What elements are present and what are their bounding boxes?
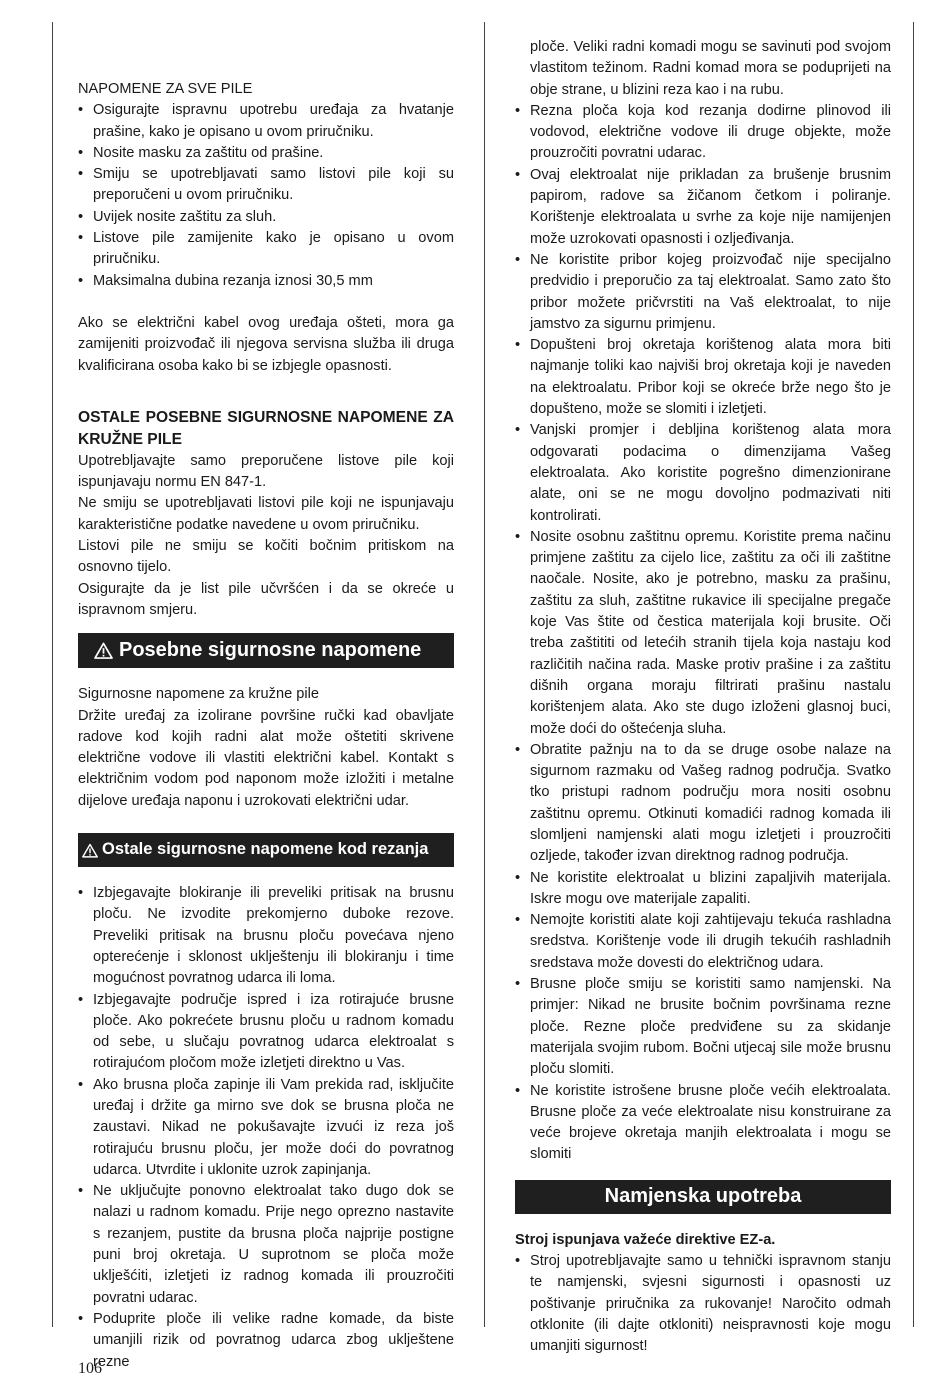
right-margin-rule xyxy=(913,22,914,1327)
list-item: • Smiju se upotrebljavati samo listovi pile koji su preporučeni u ovom priručniku. xyxy=(78,164,454,207)
list-item: • Ovaj elektroalat nije prikladan za brušenje brusnim papirom, radove sa žičanom četkom i poliranje. Korištenje elektroalata u svrhe za koje nije namijenjen može uzrokovati opasnosti i ozljeđivanja. xyxy=(515,165,891,250)
other-paragraph: Upotrebljavajte samo preporučene listove pile koji ispunjavaju normu EN 847-1. xyxy=(78,452,454,491)
continuation-text: ploče. Veliki radni komadi mogu se savinuti pod svojom vlastitom težinom. Radni komad mora se poduprijeti na obje strane, u blizini reza kao i na rubu. xyxy=(530,39,891,98)
notes-list xyxy=(78,100,454,292)
list-item: • Stroj upotrebljavajte samo u tehnički ispravnom stanju te namjenski, svjesni sigurnosti i opasnosti uz poštivanje priručnika za rukovanje! Naročito odmah otklonite (ili dajte otkloniti) neispravnosti koje mogu umanjiti sigurnost! xyxy=(515,1251,891,1357)
list-item: • Listove pile zamijenite kako je opisano u ovom priručniku. xyxy=(78,228,454,271)
right-column xyxy=(515,37,891,1358)
intended-use-heading xyxy=(515,1180,891,1214)
list-item: • Ne koristite pribor kojeg proizvođač nije specijalno predvidio i preporučio za taj elektroalat. Samo zato što pribor možete pričvrstiti na Vaš elektroalat, to nije jamstvo za sigurnu primjenu. xyxy=(515,250,891,335)
left-margin-rule xyxy=(52,22,53,1327)
list-item: • Rezna ploča koja kod rezanja dodirne plinovod ili vodovod, električne vodove ili druge objekte, može prouzročiti povratni udarac. xyxy=(515,101,891,165)
directive-statement: Stroj ispunjava važeće direktive EZ-a. xyxy=(515,1231,776,1248)
warning-icon xyxy=(94,642,113,659)
special-safety-heading xyxy=(78,633,454,668)
list-item: • Ako brusna ploča zapinje ili Vam prekida rad, isključite uređaj i držite ga mirno sve dok se brusna ploča ne zaustavi. Nikad ne pokušavajte izvući iz reza još rotirajuću brusnu ploču, jer može doći do povratnog udarca. Utvrdite i uklonite uzrok zapinjanja. xyxy=(78,1075,454,1181)
cutting-safety-heading xyxy=(78,833,454,867)
list-item: • Izbjegavajte blokiranje ili preveliki pritisak na brusnu ploču. Ne izvodite prekomjerno duboke rezove. Preveliki pritisak na brusnu ploču povećava njeno opterećenje i sklonost uklještenju ili blokiranju i time mogućnost povratnog udarca ili loma. xyxy=(78,883,454,989)
list-item: • Ne koristite elektroalat u blizini zapaljivih materijala. Iskre mogu ove materijale zapaliti. xyxy=(515,868,891,911)
page-number: 106 xyxy=(78,1360,102,1377)
other-paragraph: Listovi pile ne smiju se kočiti bočnim pritiskom na osnovno tijelo. xyxy=(78,538,454,576)
list-item: • Izbjegavajte područje ispred i iza rotirajuće brusne ploče. Ako pokrećete brusnu ploču u radnom komadu od sebe, u slučaju povratnog udarca elektroalat s rotirajućom pločom može izletjeti direktno u Vas. xyxy=(78,990,454,1075)
right-safety-list xyxy=(515,101,891,1166)
list-item: • Ne uključujte ponovno elektroalat tako dugo dok se nalazi u radnom komadu. Prije nego oprezno nastavite s rezanjem, pustite da brusna ploča najprije postigne puni broj okretaja. U suprotnom se ploča može uklješćiti, izletjeti iz radnog komada ili prouzročiti povratni udarac. xyxy=(78,1181,454,1309)
list-item: • Dopušteni broj okretaja korištenog alata mora biti najmanje toliki kao najviši broj okretaja koji je naveden na elektroalatu. Pribor koji se okreće brže nego što je dopušteno, može se slomiti i izletjeti. xyxy=(515,335,891,420)
list-item: • Nosite osobnu zaštitnu opremu. Koristite prema načinu primjene zaštitu za cijelo lice, zaštitu za oči ili zaštitne naočale. Nosite, ako je potrebno, masku za prašinu, zaštitu za sluh, zaštitne rukavice ili specijalne pregače koje Vas štite od čestica materijala koji brusite. Oči treba zaštititi od letećih stranih tijela koja nastaju kod različitih načina rada. Maske protiv prašine i za zaštitu dišnih organa moraju filtrirati prašinu nastalu korištenjem alata. Ako ste dugo izloženi glasnoj buci, može doći do oštećenja sluha. xyxy=(515,527,891,740)
list-item: • Ne koristite istrošene brusne ploče većih elektroalata. Brusne ploče za veće elektroalate nisu konstruirane za veće brojeve okretaja manjih elektroalata i mogu se slomiti xyxy=(515,1081,891,1166)
cutting-list xyxy=(78,883,454,1373)
list-item: • Nosite masku za zaštitu od prašine. xyxy=(78,143,454,164)
other-paragraph: Ne smiju se upotrebljavati listovi pile koji ne ispunjavaju karakteristične podatke navedene u ovom priručniku. xyxy=(78,495,454,533)
list-item: • Vanjski promjer i debljina korištenog alata mora odgovarati podacima o dimenzijama Vašeg elektroalata. Ako koristite pogrešno dimenzionirane alate, oni se ne mogu dovoljno podmazivati niti kontrolirati. xyxy=(515,420,891,526)
other-safety-title: OSTALE POSEBNE SIGURNOSNE NAPOMENE ZA KRUŽNE PILE xyxy=(78,408,454,448)
list-item: • Nemojte koristiti alate koji zahtijevaju tekuća rashladna sredstva. Korištenje vode ili drugih tekućih rashladnih sredstava može dovesti do električnog udara. xyxy=(515,910,891,974)
cable-note: Ako se električni kabel ovog uređaja ošteti, mora ga zamijeniti proizvođač ili njegova servisna služba ili druga kvalificirana osoba kako bi se izbjegle opasnosti. xyxy=(78,314,454,374)
list-item: • Uvijek nosite zaštitu za sluh. xyxy=(78,207,454,228)
list-item: • Poduprite ploče ili velike radne komade, da biste umanjili rizik od povratnog udarca zbog uklještene rezne xyxy=(78,1309,454,1373)
notes-title: NAPOMENE ZA SVE PILE xyxy=(78,81,253,97)
special-subtitle: Sigurnosne napomene za kružne pile xyxy=(78,686,319,703)
special-text: Držite uređaj za izolirane površine ručki kad obavljate radove kod kojih radni alat može oštetiti skrivene električne vodove ili vlastiti električni kabel. Kontakt s električnim vodom pod naponom može izložiti i metalne dijelove uređaja naponu i uzrokovati električni udar. xyxy=(78,707,454,809)
intended-use-heading-text: Namjenska upotreba xyxy=(604,1185,802,1208)
list-item: • Maksimalna dubina rezanja iznosi 30,5 mm xyxy=(78,271,454,292)
list-item: • Osigurajte ispravnu upotrebu uređaja za hvatanje prašine, kako je opisano u ovom priručniku. xyxy=(78,100,454,143)
list-item: • Obratite pažnju na to da se druge osobe nalaze na sigurnom razmaku od Vašeg radnog područja. Svatko tko pristupi radnom području mora nositi osobnu zaštitnu opremu. Otkinuti komadići radnog komada ili slomljeni namjenski alati mogu izletjeti i prouzročiti ozljede, također izvan direktnog radnog područja. xyxy=(515,740,891,868)
center-column-rule xyxy=(484,22,485,1327)
warning-icon xyxy=(82,843,98,858)
other-paragraph: Osigurajte da je list pile učvršćen i da se okreće u ispravnom smjeru. xyxy=(78,580,454,618)
intended-use-list xyxy=(515,1251,891,1357)
special-safety-heading-text: Posebne sigurnosne napomene xyxy=(119,639,422,662)
cutting-safety-heading-text: Ostale sigurnosne napomene kod rezanja xyxy=(102,840,429,859)
left-column xyxy=(78,79,454,1373)
list-item: • Brusne ploče smiju se koristiti samo namjenski. Na primjer: Nikad ne brusite bočnim površinama rezne ploče. Rezne ploče predviđene su za skidanje materijala svojim rubom. Bočni utjecaj sile može brusnu ploču slomiti. xyxy=(515,974,891,1080)
